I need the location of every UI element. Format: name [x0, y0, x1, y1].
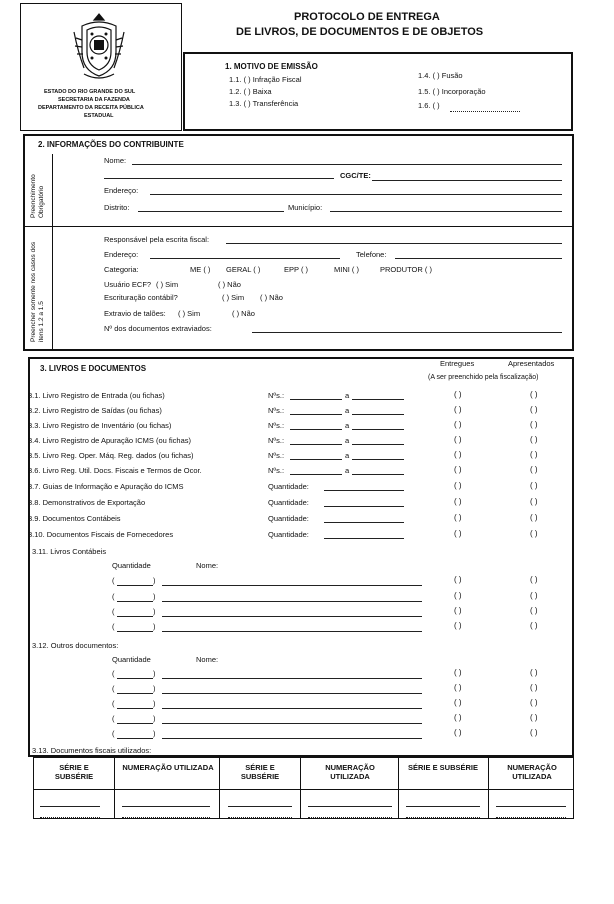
- ecf-label: Usuário ECF?: [104, 280, 152, 289]
- org-line-3: DEPARTAMENTO DA RECEITA PÚBLICA: [38, 105, 144, 111]
- entregue-check[interactable]: ( ): [454, 713, 462, 722]
- livro-item-label: 3.8. Demonstrativos de Exportação: [28, 498, 146, 507]
- title-line-2: DE LIVROS, DE DOCUMENTOS E DE OBJETOS: [236, 26, 484, 38]
- entregue-check[interactable]: ( ): [454, 450, 462, 459]
- nome-field[interactable]: [132, 164, 562, 165]
- motivo-heading: 1. MOTIVO DE EMISSÃO: [225, 62, 318, 71]
- title-line-1: PROTOCOLO DE ENTREGA: [294, 11, 440, 23]
- table-entry-line[interactable]: [40, 806, 100, 807]
- table-col-divider: [488, 757, 489, 819]
- escrituracao-nao[interactable]: ( ) Não: [260, 293, 283, 302]
- livro-item-field: Nºs.:: [268, 436, 285, 445]
- escrituracao-sim[interactable]: ( ) Sim: [222, 293, 245, 302]
- side-label-obrigatorio: Preenchimento Obrigatório: [30, 174, 45, 218]
- apresentado-check[interactable]: ( ): [530, 405, 538, 414]
- contabeis-qty-open: (: [112, 622, 115, 631]
- outros-qty-field[interactable]: [117, 678, 153, 679]
- outros-qty-close: ): [153, 684, 156, 693]
- livro-item-label: 3.7. Guias de Informação e Apuração do ICMS: [28, 482, 184, 491]
- contabeis-qty-close: ): [153, 576, 156, 585]
- livro-item-sep: a: [345, 436, 350, 445]
- contabeis-qty-close: ): [153, 592, 156, 601]
- contabeis-name-field[interactable]: [162, 616, 422, 617]
- livro-item-sep: a: [345, 391, 350, 400]
- table-entry-line[interactable]: [406, 817, 480, 818]
- contabeis-qty-open: (: [112, 607, 115, 616]
- outros-name-field[interactable]: [162, 678, 422, 679]
- nome-label: Nome:: [104, 156, 127, 165]
- contabeis-qty-open: (: [112, 576, 115, 585]
- table-header-cell: NUMERAÇÃO UTILIZADA: [325, 763, 375, 781]
- endereco2-field[interactable]: [150, 258, 340, 259]
- apresentado-check[interactable]: ( ): [530, 420, 538, 429]
- table-col-divider: [300, 757, 301, 819]
- contabeis-qty-close: ): [153, 607, 156, 616]
- table-entry-line[interactable]: [228, 817, 292, 818]
- entregue-check[interactable]: ( ): [454, 513, 462, 522]
- livro-item-label: 3.6. Livro Reg. Util. Docs. Fiscais e Termos de Ocor.: [28, 466, 202, 475]
- categoria-epp[interactable]: EPP ( ): [284, 265, 309, 274]
- distrito-label: Distrito:: [104, 203, 130, 212]
- telefone-field[interactable]: [395, 258, 562, 259]
- outros-qty-close: ): [153, 714, 156, 723]
- table-entry-line[interactable]: [496, 817, 566, 818]
- livro-item-label: 3.9. Documentos Contábeis: [28, 514, 121, 523]
- side-divider: [52, 154, 53, 351]
- livro-item-to[interactable]: [352, 459, 404, 460]
- categoria-me[interactable]: ME ( ): [190, 265, 211, 274]
- outros-qty-field[interactable]: [117, 738, 153, 739]
- table-entry-line[interactable]: [308, 817, 392, 818]
- municipio-label: Município:: [288, 203, 323, 212]
- table-header-cell: NUMERAÇÃO UTILIZADA: [507, 763, 557, 781]
- livro-item-from[interactable]: [290, 474, 342, 475]
- entregue-check[interactable]: ( ): [454, 405, 462, 414]
- entregue-check[interactable]: ( ): [454, 668, 462, 677]
- apresentado-check[interactable]: ( ): [530, 698, 538, 707]
- apresentado-check[interactable]: ( ): [530, 465, 538, 474]
- table-header-cell: SÉRIE E SUBSÉRIE: [240, 763, 280, 781]
- outros-qty-open: (: [112, 684, 115, 693]
- outros-qty-open: (: [112, 669, 115, 678]
- livro-item-field: Quantidade:: [268, 514, 309, 523]
- livro-item-field: Nºs.:: [268, 406, 285, 415]
- apresentado-check[interactable]: ( ): [530, 621, 538, 630]
- motivo-option-outro[interactable]: 1.6. ( ): [418, 101, 440, 110]
- apresentado-check[interactable]: ( ): [530, 450, 538, 459]
- outros-qty-close: ): [153, 699, 156, 708]
- outros-qty-close: ): [153, 729, 156, 738]
- entregue-check[interactable]: ( ): [454, 390, 462, 399]
- table-entry-line[interactable]: [40, 817, 100, 818]
- livro-item-qty[interactable]: [324, 506, 404, 507]
- livro-item-to[interactable]: [352, 399, 404, 400]
- livro-item-qty[interactable]: [324, 538, 404, 539]
- livro-item-field: Nºs.:: [268, 451, 285, 460]
- table-entry-line[interactable]: [122, 817, 210, 818]
- motivo-outro-line: [450, 111, 520, 112]
- livro-item-from[interactable]: [290, 414, 342, 415]
- col-note: (A ser preenchido pela fiscalização): [428, 374, 539, 381]
- livro-item-label: 3.3. Livro Registro de Inventário (ou fichas): [28, 421, 172, 430]
- apresentado-check[interactable]: ( ): [530, 497, 538, 506]
- apresentado-check[interactable]: ( ): [530, 435, 538, 444]
- livro-item-to[interactable]: [352, 429, 404, 430]
- apresentado-check[interactable]: ( ): [530, 575, 538, 584]
- table-col-divider: [114, 757, 115, 819]
- categoria-mini[interactable]: MINI ( ): [334, 265, 359, 274]
- livro-item-field: Quantidade:: [268, 482, 309, 491]
- livro-item-field: Quantidade:: [268, 498, 309, 507]
- categoria-produtor[interactable]: PRODUTOR ( ): [380, 265, 432, 274]
- livro-item-sep: a: [345, 466, 350, 475]
- table-entry-line[interactable]: [122, 806, 210, 807]
- livro-item-label: 3.2. Livro Registro de Saídas (ou fichas): [28, 406, 162, 415]
- coat-of-arms-icon: [72, 12, 126, 82]
- motivo-option-transferencia[interactable]: 1.3. ( ) Transferência: [229, 99, 299, 108]
- motivo-option-incorporacao[interactable]: 1.5. ( ) Incorporação: [418, 87, 486, 96]
- livro-item-field: Nºs.:: [268, 391, 285, 400]
- contabeis-qty-field[interactable]: [117, 585, 153, 586]
- outros-nome: Nome:: [196, 655, 219, 664]
- outros-qty-field[interactable]: [117, 693, 153, 694]
- table-header-cell: SÉRIE E SUBSÉRIE: [407, 763, 479, 772]
- municipio-field[interactable]: [330, 211, 562, 212]
- entregue-check[interactable]: ( ): [454, 728, 462, 737]
- apresentado-check[interactable]: ( ): [530, 390, 538, 399]
- outros-qty-field[interactable]: [117, 708, 153, 709]
- outros-qty-open: (: [112, 714, 115, 723]
- escrituracao-label: Escrituração contábil?: [104, 293, 178, 302]
- outros-qty-open: (: [112, 699, 115, 708]
- livro-item-from[interactable]: [290, 459, 342, 460]
- outros-name-field[interactable]: [162, 738, 422, 739]
- contabeis-qty-field[interactable]: [117, 616, 153, 617]
- apresentado-check[interactable]: ( ): [530, 481, 538, 490]
- livros-box: [28, 357, 574, 757]
- contabeis-heading: 3.11. Livros Contábeis: [32, 547, 107, 556]
- col-entregues: Entregues: [440, 359, 475, 368]
- entregue-check[interactable]: ( ): [454, 591, 462, 600]
- livro-item-from[interactable]: [290, 444, 342, 445]
- outros-qty-close: ): [153, 669, 156, 678]
- table-entry-line[interactable]: [308, 806, 392, 807]
- outros-name-field[interactable]: [162, 693, 422, 694]
- livro-item-from[interactable]: [290, 429, 342, 430]
- contabeis-qty-field[interactable]: [117, 631, 153, 632]
- apresentado-check[interactable]: ( ): [530, 591, 538, 600]
- livro-item-qty[interactable]: [324, 490, 404, 491]
- apresentado-check[interactable]: ( ): [530, 606, 538, 615]
- livro-item-sep: a: [345, 406, 350, 415]
- contabeis-nome: Nome:: [196, 561, 219, 570]
- livro-item-sep: a: [345, 421, 350, 430]
- livro-item-to[interactable]: [352, 444, 404, 445]
- entregue-check[interactable]: ( ): [454, 497, 462, 506]
- outros-name-field[interactable]: [162, 723, 422, 724]
- entregue-check[interactable]: ( ): [454, 420, 462, 429]
- cgc-field[interactable]: [372, 180, 562, 181]
- apresentado-check[interactable]: ( ): [530, 713, 538, 722]
- ecf-nao[interactable]: ( ) Não: [218, 280, 241, 289]
- apresentado-check[interactable]: ( ): [530, 728, 538, 737]
- table-entry-line[interactable]: [406, 806, 480, 807]
- table-col-divider: [398, 757, 399, 819]
- livro-item-label: 3.10. Documentos Fiscais de Fornecedores: [28, 530, 174, 539]
- entregue-check[interactable]: ( ): [454, 575, 462, 584]
- apresentado-check[interactable]: ( ): [530, 513, 538, 522]
- contabeis-qty-close: ): [153, 622, 156, 631]
- org-line-2: SECRETARIA DA FAZENDA: [58, 97, 130, 103]
- livro-item-field: Quantidade:: [268, 530, 309, 539]
- outros-heading: 3.12. Outros documentos:: [32, 641, 119, 650]
- endereco2-label: Endereço:: [104, 250, 139, 259]
- responsavel-label: Responsável pela escrita fiscal:: [104, 235, 210, 244]
- contabeis-name-field[interactable]: [162, 631, 422, 632]
- motivo-option-baixa[interactable]: 1.2. ( ) Baixa: [229, 87, 272, 96]
- table-entry-line[interactable]: [228, 806, 292, 807]
- extravio-nao[interactable]: ( ) Não: [232, 309, 255, 318]
- n-docs-field[interactable]: [252, 332, 562, 333]
- table-col-divider: [219, 757, 220, 819]
- responsavel-field[interactable]: [226, 243, 562, 244]
- apresentado-check[interactable]: ( ): [530, 529, 538, 538]
- table-header-cell: NUMERAÇÃO UTILIZADA: [122, 763, 214, 772]
- categoria-label: Categoria:: [104, 265, 139, 274]
- outros-qty-field[interactable]: [117, 723, 153, 724]
- livros-heading: 3. LIVROS E DOCUMENTOS: [40, 364, 147, 373]
- livro-item-field: Nºs.:: [268, 421, 285, 430]
- livro-item-label: 3.4. Livro Registro de Apuração ICMS (ou fichas): [28, 436, 191, 445]
- contribuinte-heading: 2. INFORMAÇÕES DO CONTRIBUINTE: [38, 140, 184, 149]
- motivo-option-infracao[interactable]: 1.1. ( ) Infração Fiscal: [229, 75, 302, 84]
- distrito-field[interactable]: [138, 211, 284, 212]
- categoria-geral[interactable]: GERAL ( ): [226, 265, 261, 274]
- entregue-check[interactable]: ( ): [454, 481, 462, 490]
- livro-item-label: 3.5. Livro Reg. Oper. Máq. Reg. dados (ou fichas): [28, 451, 194, 460]
- endereco-field[interactable]: [150, 194, 562, 195]
- livro-item-from[interactable]: [290, 399, 342, 400]
- contabeis-name-field[interactable]: [162, 585, 422, 586]
- telefone-label: Telefone:: [356, 250, 387, 259]
- extravio-sim[interactable]: ( ) Sim: [178, 309, 201, 318]
- livro-item-label: 3.1. Livro Registro de Entrada (ou fichas): [28, 391, 165, 400]
- entregue-check[interactable]: ( ): [454, 529, 462, 538]
- livro-item-to[interactable]: [352, 414, 404, 415]
- n-docs-label: Nº dos documentos extraviados:: [104, 324, 212, 333]
- livro-item-to[interactable]: [352, 474, 404, 475]
- extravio-label: Extravio de talões:: [104, 309, 166, 318]
- entregue-check[interactable]: ( ): [454, 606, 462, 615]
- org-line-4: ESTADUAL: [84, 113, 114, 119]
- table-header-cell: SÉRIE E SUBSÉRIE: [54, 763, 94, 781]
- entregue-check[interactable]: ( ): [454, 465, 462, 474]
- livro-item-sep: a: [345, 451, 350, 460]
- ecf-sim[interactable]: ( ) Sim: [156, 280, 179, 289]
- endereco-label: Endereço:: [104, 186, 139, 195]
- entregue-check[interactable]: ( ): [454, 621, 462, 630]
- apresentado-check[interactable]: ( ): [530, 668, 538, 677]
- contabeis-quantidade: Quantidade: [112, 561, 151, 570]
- entregue-check[interactable]: ( ): [454, 435, 462, 444]
- contabeis-name-field[interactable]: [162, 601, 422, 602]
- apresentado-check[interactable]: ( ): [530, 683, 538, 692]
- table-entry-line[interactable]: [496, 806, 566, 807]
- nome-field-2[interactable]: [104, 178, 334, 179]
- side-label-casos: Preencher somente nos casos dos itens 1.2 a 1.5: [30, 241, 45, 342]
- fiscais-heading: 3.13. Documentos fiscais utilizados:: [32, 746, 152, 755]
- livro-item-qty[interactable]: [324, 522, 404, 523]
- outros-name-field[interactable]: [162, 708, 422, 709]
- org-line-1: ESTADO DO RIO GRANDE DO SUL: [44, 89, 136, 95]
- livro-item-field: Nºs.:: [268, 466, 285, 475]
- contabeis-qty-open: (: [112, 592, 115, 601]
- motivo-option-fusao[interactable]: 1.4. ( ) Fusão: [418, 71, 463, 80]
- outros-qty-open: (: [112, 729, 115, 738]
- cgc-label: CGC/TE:: [340, 171, 371, 180]
- entregue-check[interactable]: ( ): [454, 698, 462, 707]
- col-apresentados: Apresentados: [508, 359, 555, 368]
- outros-quantidade: Quantidade: [112, 655, 151, 664]
- section2-divider: [23, 226, 574, 227]
- contabeis-qty-field[interactable]: [117, 601, 153, 602]
- entregue-check[interactable]: ( ): [454, 683, 462, 692]
